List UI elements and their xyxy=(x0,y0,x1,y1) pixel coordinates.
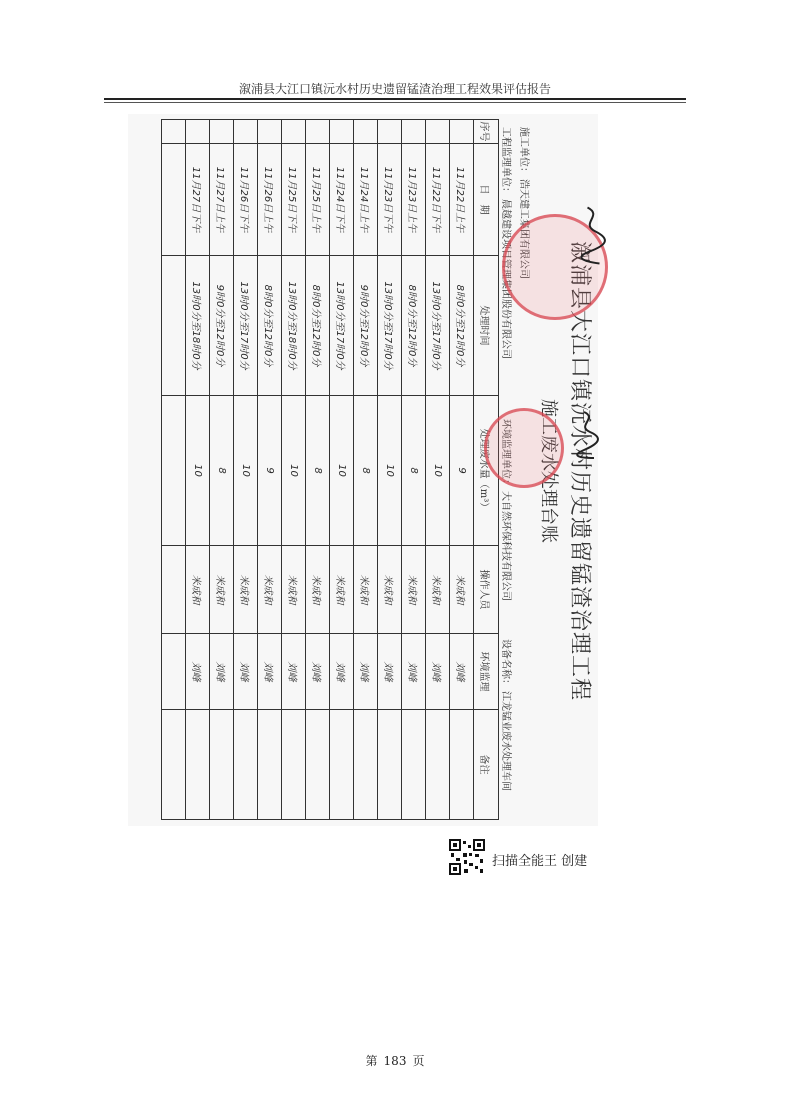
time-cell: 13时0分至18时0分 xyxy=(186,256,210,396)
table-row xyxy=(186,120,210,820)
volume-cell: 10 xyxy=(426,396,450,546)
date-cell: 11月27日上午 xyxy=(210,144,234,256)
time-cell: 13时0分至17时0分 xyxy=(234,256,258,396)
time-cell xyxy=(162,256,186,396)
seq-cell xyxy=(210,120,234,144)
time-cell: 13时0分至17时0分 xyxy=(330,256,354,396)
remark-cell xyxy=(402,710,426,820)
env-cell: 刘峰 xyxy=(450,634,474,710)
env-cell: 刘峰 xyxy=(258,634,282,710)
date-cell: 11月23日下午 xyxy=(378,144,402,256)
page-number-prefix: 第 xyxy=(365,1054,378,1068)
page-number xyxy=(0,1052,790,1069)
volume-cell: 8 xyxy=(306,396,330,546)
operator-cell: 米成和 xyxy=(450,546,474,634)
env-cell: 刘峰 xyxy=(210,634,234,710)
seq-cell xyxy=(402,120,426,144)
env-cell: 刘峰 xyxy=(402,634,426,710)
col-header: 序号 xyxy=(474,120,499,144)
date-cell: 11月22日上午 xyxy=(450,144,474,256)
time-cell: 13时0分至17时0分 xyxy=(426,256,450,396)
equipment-label: 设备名称： xyxy=(500,639,511,689)
env-cell: 刘峰 xyxy=(426,634,450,710)
env-cell: 刘峰 xyxy=(234,634,258,710)
volume-cell: 10 xyxy=(186,396,210,546)
supervision-unit-label: 工程监理单位： xyxy=(500,127,511,197)
volume-cell: 8 xyxy=(210,396,234,546)
seq-cell xyxy=(306,120,330,144)
seq-cell xyxy=(378,120,402,144)
construction-unit-value: 浩天建工集团有限公司 xyxy=(518,179,529,279)
env-cell: 刘峰 xyxy=(330,634,354,710)
time-cell: 9时0分至12时0分 xyxy=(354,256,378,396)
env-cell: 刘峰 xyxy=(378,634,402,710)
volume-cell: 10 xyxy=(330,396,354,546)
operator-cell: 米成和 xyxy=(354,546,378,634)
report-header-title: 溆浦县大江口镇沅水村历史遗留锰渣治理工程效果评估报告 xyxy=(238,82,551,96)
table-row xyxy=(306,120,330,820)
remark-cell xyxy=(426,710,450,820)
operator-cell: 米成和 xyxy=(402,546,426,634)
col-header: 操作人员 xyxy=(474,546,499,634)
operator-cell xyxy=(162,546,186,634)
time-cell: 8时0分至12时0分 xyxy=(306,256,330,396)
operator-cell: 米成和 xyxy=(186,546,210,634)
col-header: 环境监理 xyxy=(474,634,499,710)
volume-cell: 8 xyxy=(354,396,378,546)
red-seal-stamp-lower xyxy=(484,408,564,488)
remark-cell xyxy=(354,710,378,820)
remark-cell xyxy=(282,710,306,820)
date-cell xyxy=(162,144,186,256)
seq-cell xyxy=(354,120,378,144)
form-subtitle: 施工废水处理台账 xyxy=(538,399,559,543)
remark-cell xyxy=(450,710,474,820)
env-cell: 刘峰 xyxy=(306,634,330,710)
date-cell: 11月24日上午 xyxy=(354,144,378,256)
seq-cell xyxy=(234,120,258,144)
seq-cell xyxy=(450,120,474,144)
remark-cell xyxy=(210,710,234,820)
env-cell xyxy=(162,634,186,710)
operator-cell: 米成和 xyxy=(234,546,258,634)
remark-cell xyxy=(258,710,282,820)
supervision-unit-value: 晨越建设项目管理集团股份有限公司 xyxy=(500,199,511,359)
operator-cell: 米成和 xyxy=(306,546,330,634)
seq-cell xyxy=(426,120,450,144)
equipment-name xyxy=(500,639,515,791)
time-cell: 8时0分至12时0分 xyxy=(450,256,474,396)
date-cell: 11月26日下午 xyxy=(234,144,258,256)
volume-cell: 8 xyxy=(402,396,426,546)
scanner-watermark: 扫描全能王 创建 xyxy=(492,854,588,869)
header-divider-thin xyxy=(104,102,686,103)
table-row xyxy=(282,120,306,820)
table-row xyxy=(426,120,450,820)
remark-cell xyxy=(162,710,186,820)
col-header: 备注 xyxy=(474,710,499,820)
operator-cell: 米成和 xyxy=(330,546,354,634)
handwritten-signature xyxy=(573,206,608,266)
seq-cell xyxy=(162,120,186,144)
env-cell: 刘峰 xyxy=(282,634,306,710)
table-row xyxy=(258,120,282,820)
table-row xyxy=(450,120,474,820)
page-number-value: 183 xyxy=(383,1054,407,1068)
table-row xyxy=(210,120,234,820)
handwritten-signature-lower xyxy=(570,410,600,460)
header-divider xyxy=(104,98,686,100)
col-header: 处理时间 xyxy=(474,256,499,396)
volume-cell: 9 xyxy=(450,396,474,546)
volume-cell: 9 xyxy=(258,396,282,546)
table-row xyxy=(330,120,354,820)
remark-cell xyxy=(186,710,210,820)
time-cell: 9时0分至12时0分 xyxy=(210,256,234,396)
volume-cell: 10 xyxy=(234,396,258,546)
qr-code-icon xyxy=(449,839,485,875)
col-header: 处理废水量（m³） xyxy=(474,396,499,546)
table-row xyxy=(234,120,258,820)
date-cell: 11月22日下午 xyxy=(426,144,450,256)
form-title: 溆浦县大江口镇沅水村历史遗留锰渣治理工程 xyxy=(567,240,592,701)
seq-cell xyxy=(330,120,354,144)
table-row xyxy=(402,120,426,820)
operator-cell: 米成和 xyxy=(258,546,282,634)
date-cell: 11月26日上午 xyxy=(258,144,282,256)
remark-cell xyxy=(306,710,330,820)
operator-cell: 米成和 xyxy=(378,546,402,634)
col-header: 日 期 xyxy=(474,144,499,256)
time-cell: 13时0分至17时0分 xyxy=(378,256,402,396)
remark-cell xyxy=(330,710,354,820)
volume-cell xyxy=(162,396,186,546)
env-supervision-value: 大自然环保科技有限公司 xyxy=(500,491,511,601)
operator-cell: 米成和 xyxy=(210,546,234,634)
construction-unit-label: 施工单位： xyxy=(518,127,529,177)
ledger-table xyxy=(161,119,499,820)
time-cell: 8时0分至12时0分 xyxy=(258,256,282,396)
date-cell: 11月24日下午 xyxy=(330,144,354,256)
page-number-suffix: 页 xyxy=(412,1054,425,1068)
equipment-value: 江龙锰业废水处理车间 xyxy=(500,691,511,791)
operator-cell: 米成和 xyxy=(426,546,450,634)
date-cell: 11月25日下午 xyxy=(282,144,306,256)
env-supervision-label: 环境监理单位： xyxy=(500,419,511,489)
table-row xyxy=(354,120,378,820)
volume-cell: 10 xyxy=(282,396,306,546)
date-cell: 11月27日下午 xyxy=(186,144,210,256)
date-cell: 11月25日上午 xyxy=(306,144,330,256)
operator-cell: 米成和 xyxy=(282,546,306,634)
env-cell: 刘峰 xyxy=(186,634,210,710)
remark-cell xyxy=(378,710,402,820)
remark-cell xyxy=(234,710,258,820)
time-cell: 13时0分至18时0分 xyxy=(282,256,306,396)
table-row xyxy=(162,120,186,820)
seq-cell xyxy=(186,120,210,144)
date-cell: 11月23日上午 xyxy=(402,144,426,256)
time-cell: 8时0分至12时0分 xyxy=(402,256,426,396)
volume-cell: 10 xyxy=(378,396,402,546)
env-cell: 刘峰 xyxy=(354,634,378,710)
seq-cell xyxy=(258,120,282,144)
table-row xyxy=(378,120,402,820)
seq-cell xyxy=(282,120,306,144)
